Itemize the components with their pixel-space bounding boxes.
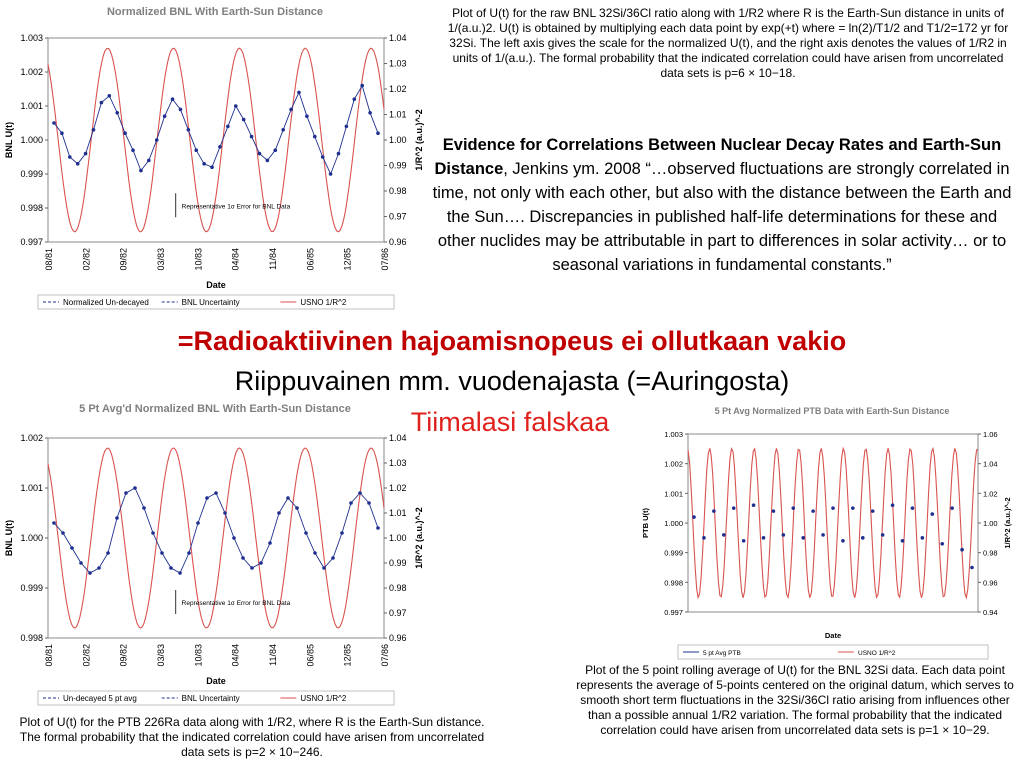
data-point	[226, 125, 230, 129]
annotation-text: Representative 1σ Error for BNL Data	[181, 203, 291, 211]
data-point	[84, 152, 88, 156]
data-point	[305, 114, 309, 118]
data-point	[891, 503, 895, 507]
data-point	[147, 159, 151, 163]
x-tick-label: 11/84	[268, 248, 278, 270]
data-point	[79, 561, 83, 565]
data-point	[289, 108, 293, 112]
x-tick-label: 11/84	[268, 644, 278, 666]
y-axis-label: BNL U(t)	[4, 519, 14, 557]
x-tick-label: 06/85	[305, 644, 316, 667]
data-point	[242, 118, 246, 122]
data-point	[297, 91, 301, 95]
data-point	[881, 533, 885, 537]
data-point	[712, 509, 716, 513]
data-point	[331, 556, 335, 560]
data-point	[821, 533, 825, 537]
y2-tick-label: 1.04	[389, 433, 407, 443]
data-point	[871, 509, 875, 513]
data-point	[337, 152, 341, 156]
x-tick-label: 10/83	[193, 248, 204, 271]
y-axis-label: PTB U(t)	[641, 508, 650, 538]
x-tick-label: 02/82	[81, 644, 92, 667]
y2-tick-label: 0.96	[389, 237, 407, 247]
data-point	[97, 566, 101, 570]
data-point	[139, 169, 143, 173]
data-point	[250, 566, 254, 570]
data-point	[218, 145, 222, 149]
y2-tick-label: 1.02	[389, 84, 407, 94]
data-point	[692, 515, 696, 519]
y-tick-label: 0.997	[20, 237, 43, 247]
data-point	[801, 536, 805, 540]
data-point	[762, 536, 766, 540]
y-tick-label: 1.002	[20, 67, 43, 77]
data-point	[232, 536, 236, 540]
y2-tick-label: 0.98	[389, 583, 407, 593]
y-tick-label: 1.001	[20, 483, 43, 493]
data-point	[277, 511, 281, 515]
y2-tick-label: 0.99	[389, 558, 407, 568]
y2-tick-label: 1.02	[983, 489, 998, 499]
data-point	[131, 148, 135, 152]
data-point	[214, 491, 218, 495]
data-point	[322, 566, 326, 570]
data-point	[345, 125, 349, 129]
data-point	[286, 496, 290, 500]
y2-tick-label: 1.01	[389, 508, 407, 518]
x-axis-label: Date	[206, 676, 226, 686]
data-point	[702, 536, 706, 540]
data-point	[171, 97, 175, 101]
chart-ptb	[640, 402, 1024, 664]
data-point	[92, 128, 96, 132]
y-tick-label: 1.000	[20, 533, 43, 543]
data-point	[187, 551, 191, 555]
legend-label: USNO 1/R^2	[858, 650, 896, 657]
data-point	[133, 486, 137, 490]
data-point	[367, 501, 371, 505]
data-point	[360, 84, 364, 88]
data-point	[115, 516, 119, 520]
data-point	[250, 135, 254, 139]
data-point	[313, 135, 317, 139]
y2-tick-label: 1.00	[983, 519, 998, 528]
x-tick-label: 03/83	[156, 644, 166, 667]
x-tick-label: 02/82	[81, 248, 92, 271]
data-point	[179, 108, 183, 112]
y-axis-label: BNL U(t)	[4, 121, 14, 159]
data-point	[313, 551, 317, 555]
y-tick-label: 1.003	[20, 33, 43, 43]
x-tick-label: 06/85	[305, 248, 316, 271]
legend-label: BNL Uncertainty	[181, 694, 240, 703]
y-tick-label: 1.000	[664, 519, 683, 528]
data-point	[52, 521, 56, 525]
plot-area	[48, 438, 384, 638]
data-point	[194, 148, 198, 152]
data-point	[722, 533, 726, 537]
headline-sub: Riippuvainen mm. vuodenajasta (=Auringosta)	[234, 366, 790, 396]
y-tick-label: 0.999	[20, 583, 43, 593]
y-tick-label: 0.997	[664, 608, 683, 617]
y2-axis-label: 1/R^2 (a.u.)^-2	[414, 507, 424, 569]
y-tick-label: 0.998	[20, 203, 43, 213]
data-point	[811, 509, 815, 513]
y2-tick-label: 1.01	[389, 109, 407, 120]
data-point	[60, 131, 64, 135]
data-point	[124, 491, 128, 495]
data-point	[142, 506, 146, 510]
x-tick-label: 08/81	[44, 248, 54, 271]
y-tick-label: 0.999	[664, 548, 683, 558]
y2-tick-label: 0.96	[983, 578, 998, 588]
y-tick-label: 1.002	[664, 459, 683, 469]
data-point	[241, 556, 245, 560]
data-point	[960, 548, 964, 552]
data-point	[329, 172, 333, 176]
legend-label: Normalized Un-decayed	[63, 298, 149, 307]
data-point	[782, 533, 786, 537]
data-point	[108, 94, 112, 98]
annotation-text: Representative 1σ Error for BNL Data	[181, 600, 291, 607]
data-point	[160, 551, 164, 555]
chart-title: 5 Pt Avg'd Normalized BNL With Earth-Sun Distance	[79, 403, 351, 415]
data-point	[376, 131, 380, 135]
y2-tick-label: 0.98	[983, 548, 998, 558]
data-point	[169, 566, 173, 570]
x-tick-label: 07/86	[380, 644, 390, 667]
data-point	[281, 128, 285, 132]
y2-tick-label: 0.97	[389, 211, 407, 222]
legend-label: USNO 1/R^2	[300, 694, 347, 703]
data-point	[901, 539, 905, 543]
y2-tick-label: 0.99	[389, 160, 407, 171]
x-tick-label: 12/85	[342, 248, 353, 271]
data-point	[106, 551, 110, 555]
data-point	[268, 541, 272, 545]
data-point	[732, 506, 736, 510]
data-point	[61, 531, 65, 535]
data-point	[196, 521, 200, 525]
caption-top-right: Plot of U(t) for the raw BNL 32Si/36Cl ratio along with 1/R2 where R is the Earth-Sun distance in units of 1/(a.u.)2. U(t) is obtained by multiplying each data point by exp(+t) where = ln(2)/T1/2 and T1/2=172 yr for 32Si. The left axis gives the scale for the normalized U(t), and the right axis denotes the values of 1/R2 in units of 1/(a.u.). The formal probability that the indicated correlation could have arisen from uncorrelated data sets is p=6 × 10−18.	[447, 6, 1009, 80]
data-point	[321, 155, 325, 159]
evidence-title: Evidence for Correlations Between Nuclear Decay Rates and Earth-Sun Distance	[434, 136, 1002, 178]
evidence-quote	[426, 133, 1018, 277]
x-axis-label: Date	[824, 631, 842, 640]
data-point	[115, 111, 119, 115]
x-tick-label: 08/81	[44, 644, 54, 667]
data-point	[123, 131, 127, 135]
data-point	[70, 546, 74, 550]
y-tick-label: 1.002	[20, 433, 43, 443]
data-point	[911, 506, 915, 510]
y-tick-label: 1.003	[664, 430, 683, 439]
data-point	[234, 104, 238, 108]
data-point	[349, 501, 353, 505]
chart-title: 5 Pt Avg Normalized PTB Data with Earth-Sun Distance	[714, 406, 950, 416]
y2-tick-label: 0.96	[389, 633, 407, 643]
data-point	[52, 121, 56, 125]
data-point	[266, 159, 270, 163]
chart-bnl-raw	[0, 0, 424, 312]
data-point	[151, 531, 155, 535]
y2-tick-label: 1.04	[983, 459, 998, 469]
data-point	[155, 138, 159, 142]
data-point	[861, 536, 865, 540]
data-point	[295, 506, 299, 510]
data-point	[304, 531, 308, 535]
legend-label: USNO 1/R^2	[300, 298, 347, 307]
data-point	[202, 162, 206, 166]
data-point	[851, 506, 855, 510]
x-tick-label: 12/85	[342, 644, 353, 667]
x-tick-label: 09/82	[118, 644, 129, 667]
data-point	[163, 114, 167, 118]
data-point	[950, 506, 954, 510]
caption-bottom-left: Plot of U(t) for the PTB 226Ra data along with 1/R2, where R is the Earth-Sun distance. The formal probability that the indicated correlation could have arisen from uncorrelated data sets is p=2 × 10−246.	[19, 715, 485, 759]
legend-label: BNL Uncertainty	[181, 298, 240, 307]
x-tick-label: 10/83	[193, 644, 204, 667]
y2-tick-label: 0.98	[389, 186, 407, 196]
plot-area	[48, 38, 384, 242]
data-point	[187, 128, 191, 132]
data-point	[352, 97, 356, 101]
y-tick-label: 1.001	[20, 101, 43, 111]
data-point	[88, 571, 92, 575]
y2-axis-label: 1/R^2 (a.u.)^-2	[1003, 497, 1012, 549]
data-point	[358, 491, 362, 495]
data-point	[259, 561, 263, 565]
y-tick-label: 1.001	[664, 489, 683, 499]
y2-tick-label: 0.97	[389, 608, 407, 618]
caption-bottom-right: Plot of the 5 point rolling average of U(t) for the BNL 32Si data. Each data point represents the average of 5-points centered on the original datum, which serves to smooth short term fluctuations in the 32Si/36Cl ratio arising from influences other than a possible annual 1/R2 variation. The formal probability that the indicated correlation could have arisen from uncorrelated data sets is p=1 × 10−29.	[576, 663, 1014, 737]
y-tick-label: 1.000	[20, 135, 43, 145]
data-point	[76, 162, 80, 166]
x-tick-label: 07/86	[380, 248, 390, 271]
x-tick-label: 04/84	[230, 644, 241, 667]
data-point	[752, 503, 756, 507]
headline-third: Tiimalasi falskaa	[410, 407, 610, 437]
data-point	[772, 509, 776, 513]
y2-tick-label: 1.00	[389, 533, 407, 543]
data-point	[742, 539, 746, 543]
data-point	[841, 539, 845, 543]
legend-label: 5 pt Avg PTB	[703, 650, 741, 657]
y2-tick-label: 1.04	[389, 33, 407, 43]
x-tick-label: 04/84	[230, 248, 241, 271]
headline-main: =Radioaktiivinen hajoamisnopeus ei ollutkaan vakio	[177, 326, 847, 356]
y2-axis-label: 1/R^2 (a.u.)^-2	[414, 109, 424, 171]
chart-bnl-5pt	[0, 398, 424, 710]
x-axis-label: Date	[206, 280, 226, 290]
data-point	[831, 506, 835, 510]
data-point	[376, 526, 380, 530]
y2-tick-label: 1.00	[389, 135, 407, 145]
y2-tick-label: 1.03	[389, 458, 407, 468]
data-point	[930, 512, 934, 516]
y-tick-label: 0.998	[664, 578, 683, 588]
data-point	[273, 148, 277, 152]
data-point	[100, 101, 104, 105]
y2-tick-label: 0.94	[983, 608, 998, 617]
data-point	[368, 111, 372, 115]
data-point	[940, 542, 944, 546]
data-point	[791, 506, 795, 510]
data-point	[223, 511, 227, 515]
x-tick-label: 09/82	[118, 248, 129, 271]
y2-tick-label: 1.06	[983, 430, 998, 439]
y-tick-label: 0.998	[20, 633, 43, 643]
data-point	[68, 155, 72, 159]
y2-tick-label: 1.02	[389, 483, 407, 493]
data-point	[210, 165, 214, 169]
y2-tick-label: 1.03	[389, 58, 407, 69]
legend-label: Un-decayed 5 pt avg	[63, 694, 137, 703]
data-point	[205, 496, 209, 500]
y-tick-label: 0.999	[20, 169, 43, 179]
data-point	[970, 566, 974, 570]
evidence-text: , Jenkins ym. 2008 “…observed fluctuations are strongly correlated in time, not only with each other, but also with the distance between the Earth and the Sun…. Discrepancies in published half-life determinations for these and other nuclides may be attributable in part to differences in solar activity… or to seasonal variations in fundamental constants.”	[432, 160, 1012, 274]
data-point	[921, 536, 925, 540]
x-tick-label: 03/83	[156, 248, 166, 271]
data-point	[340, 531, 344, 535]
chart-title: Normalized BNL With Earth-Sun Distance	[106, 6, 324, 18]
data-point	[258, 152, 262, 156]
data-point	[178, 571, 182, 575]
